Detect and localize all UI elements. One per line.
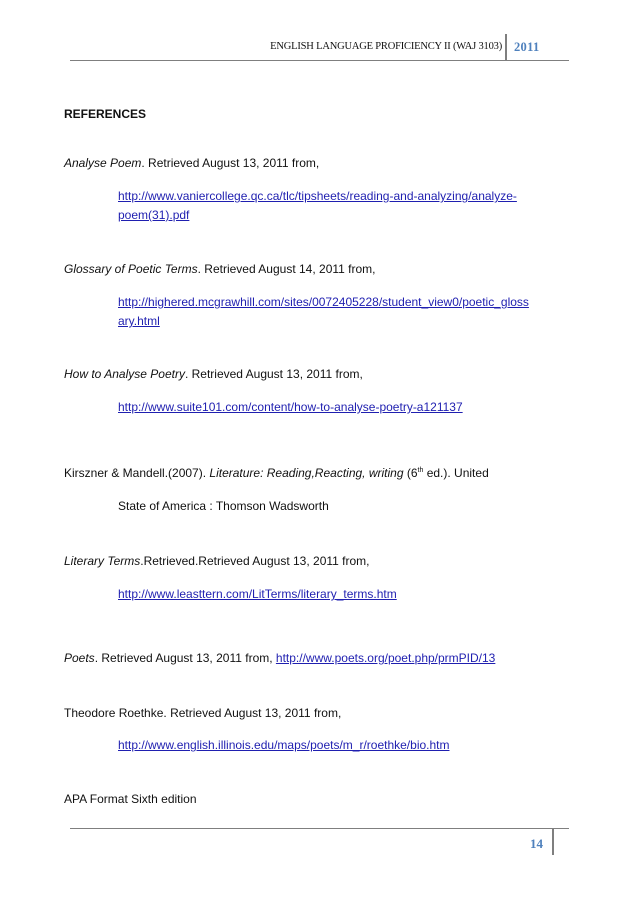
reference-url-row xyxy=(118,208,189,222)
reference-retrieved: . Retrieved August 13, 2011 from, xyxy=(141,156,320,170)
reference-link[interactable]: http://www.leasttern.com/LitTerms/literary_terms.htm xyxy=(118,587,397,601)
reference-title: How to Analyse Poetry xyxy=(64,367,185,381)
reference-entry-kirszner xyxy=(64,466,489,480)
reference-retrieved: . Retrieved August 13, 2011 from, xyxy=(94,651,276,665)
page-number: 14 xyxy=(530,836,543,851)
reference-title: Analyse Poem xyxy=(64,156,142,170)
reference-entry-literary-terms xyxy=(64,554,370,568)
reference-author: Kirszner & Mandell.(2007). xyxy=(64,466,210,480)
reference-entry-glossary xyxy=(64,262,376,276)
footer-divider xyxy=(552,829,554,855)
reference-entry-roethke: Theodore Roethke. Retrieved August 13, 2011 from, xyxy=(64,706,342,720)
reference-retrieved: . Retrieved August 14, 2011 from, xyxy=(197,262,376,276)
reference-title: Literary Terms xyxy=(64,554,141,568)
reference-edition-sup: th xyxy=(417,467,424,474)
reference-edition-rest: ed.). United xyxy=(423,466,489,480)
reference-entry-apa: APA Format Sixth edition xyxy=(64,792,197,806)
reference-url-row xyxy=(118,295,529,309)
references-heading: REFERENCES xyxy=(64,107,147,121)
reference-url-row xyxy=(118,314,160,328)
header-year: 2011 xyxy=(514,40,540,54)
footer-rule xyxy=(70,828,569,829)
reference-url-row xyxy=(118,738,450,752)
reference-publisher: State of America : Thomson Wadsworth xyxy=(118,499,329,513)
reference-entry-poets xyxy=(64,651,495,665)
reference-link[interactable]: http://www.poets.org/poet.php/prmPID/13 xyxy=(275,651,496,665)
reference-link[interactable]: http://www.vaniercollege.qc.ca/tlc/tipsheets/reading-and-analyzing/analyze- xyxy=(118,189,517,203)
reference-title: Glossary of Poetic Terms xyxy=(64,262,198,276)
reference-title: Literature: Reading,Reacting, writing xyxy=(209,466,404,480)
header-rule xyxy=(70,60,569,61)
reference-retrieved: . Retrieved August 13, 2011 from, xyxy=(184,367,363,381)
reference-url-row xyxy=(118,189,517,203)
header-divider xyxy=(505,34,507,60)
reference-title: Poets xyxy=(64,651,95,665)
reference-link[interactable]: http://www.english.illinois.edu/maps/poets/m_r/roethke/bio.htm xyxy=(118,738,450,752)
reference-link[interactable]: http://highered.mcgrawhill.com/sites/0072405228/student_view0/poetic_gloss xyxy=(118,295,529,309)
reference-url-row xyxy=(118,587,397,601)
header-title: ENGLISH LANGUAGE PROFICIENCY II (WAJ 3103) xyxy=(270,41,502,52)
reference-entry-how-to-analyse xyxy=(64,367,363,381)
reference-edition: (6 xyxy=(403,466,418,480)
reference-url-row xyxy=(118,400,463,414)
reference-retrieved: .Retrieved.Retrieved August 13, 2011 from, xyxy=(140,554,370,568)
reference-entry-analyse-poem xyxy=(64,156,319,170)
reference-link[interactable]: poem(31).pdf xyxy=(118,208,190,222)
reference-link[interactable]: ary.html xyxy=(118,314,160,328)
reference-link[interactable]: http://www.suite101.com/content/how-to-analyse-poetry-a121137 xyxy=(118,400,463,414)
